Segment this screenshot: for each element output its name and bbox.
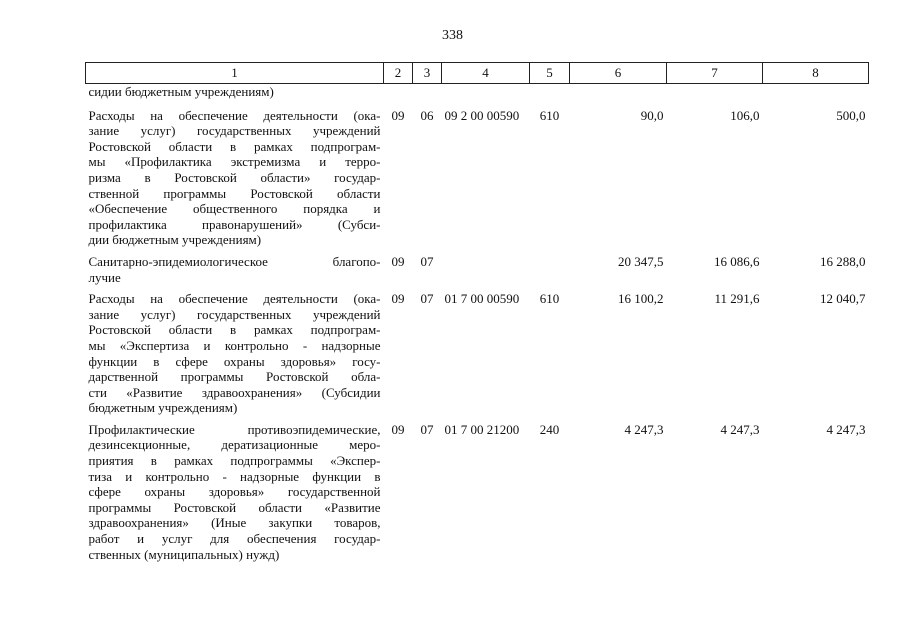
- cell-amount-8: 4 247,3: [826, 421, 866, 437]
- cell-subsection: 07: [420, 291, 434, 307]
- description-line: приятия в рамках подпрограммы «Экспер-: [88, 453, 381, 469]
- cell-section: 09: [391, 421, 405, 437]
- description-line: здравоохранения» (Иные закупки товаров,: [88, 515, 381, 531]
- cell-section: 09: [391, 291, 405, 307]
- description-line: мы «Профилактика экстремизма и терро-: [88, 154, 381, 170]
- description-line: дарственной программы Ростовской обла-: [88, 369, 381, 385]
- cell-amount-7: 11 291,6: [714, 291, 760, 307]
- description-line: ственной программы Ростовской области: [88, 185, 381, 201]
- row-description: [86, 289, 384, 420]
- budget-table: [85, 62, 869, 566]
- cell-amount-7: 106,0: [730, 107, 760, 123]
- cell-target-code: 09 2 00 00590: [444, 107, 520, 123]
- description-line: дезинсекционные, дератизационные меро-: [88, 437, 381, 453]
- description-line: ственных (муниципальных) нужд): [88, 546, 280, 562]
- description-line: зание услуг) государственных учреждений: [88, 306, 381, 322]
- cell-amount-6: 20 347,5: [618, 253, 664, 269]
- continuation-text: сидии бюджетным учреждениям): [88, 84, 274, 99]
- header-cell-5: 5: [530, 63, 570, 84]
- cell-subsection: 07: [420, 421, 434, 437]
- table-row: [86, 252, 869, 289]
- cell-target-code: [442, 252, 530, 289]
- row-description: [86, 252, 384, 289]
- cell-amount-7: 16 086,6: [714, 253, 760, 269]
- description-line: мы «Экспертиза и контрольно - надзорные: [88, 337, 381, 353]
- description-line: тиза и контрольно - надзорные функции в: [88, 468, 381, 484]
- cell-section: 09: [391, 107, 405, 123]
- cell-expense-type: 610: [539, 107, 560, 123]
- header-cell-1: 1: [86, 63, 384, 84]
- description-line: дии бюджетным учреждениям): [88, 232, 262, 248]
- cell-expense-type: 240: [539, 421, 560, 437]
- description-line: Санитарно-эпидемиологическое благопо-: [88, 253, 381, 269]
- cell-amount-8: 500,0: [836, 107, 866, 123]
- table-row: [86, 289, 869, 420]
- cell-expense-type: [530, 252, 570, 289]
- cell-subsection: 07: [420, 253, 434, 269]
- table-row: [86, 106, 869, 252]
- continuation-row: [86, 84, 869, 106]
- header-cell-2: 2: [384, 63, 413, 84]
- row-description: [86, 106, 384, 252]
- description-line: бюджетным учреждениям): [88, 400, 238, 416]
- cell-target-code: 01 7 00 00590: [444, 291, 520, 307]
- description-line: ризма в Ростовской области» государ-: [88, 169, 381, 185]
- description-line: программы Ростовской области «Развитие: [88, 499, 381, 515]
- header-cell-8: 8: [763, 63, 869, 84]
- cell-expense-type: 610: [539, 291, 560, 307]
- description-line: Расходы на обеспечение деятельности (ока-: [88, 107, 381, 123]
- description-line: Профилактические противоэпидемические,: [88, 421, 381, 437]
- table-row: [86, 420, 869, 566]
- description-line: работ и услуг для обеспечения государ-: [88, 531, 381, 547]
- description-line: функции в сфере охраны здоровья» госу-: [88, 353, 381, 369]
- header-cell-4: 4: [442, 63, 530, 84]
- row-description: [86, 420, 384, 566]
- cell-amount-6: 16 100,2: [618, 291, 664, 307]
- cell-section: 09: [391, 253, 405, 269]
- cell-amount-8: 16 288,0: [820, 253, 866, 269]
- header-cell-7: 7: [667, 63, 763, 84]
- description-line: Ростовской области в рамках подпрограм-: [88, 138, 381, 154]
- description-line: зание услуг) государственных учреждений: [88, 123, 381, 139]
- description-line: Расходы на обеспечение деятельности (ока-: [88, 291, 381, 307]
- cell-amount-8: 12 040,7: [820, 291, 866, 307]
- header-row: [86, 63, 869, 84]
- header-cell-3: 3: [413, 63, 442, 84]
- header-cell-6: 6: [570, 63, 667, 84]
- cell-amount-7: 4 247,3: [720, 421, 760, 437]
- cell-amount-6: 4 247,3: [624, 421, 664, 437]
- cell-subsection: 06: [420, 107, 434, 123]
- description-line: «Обеспечение общественного порядка и: [88, 201, 381, 217]
- cell-amount-6: 90,0: [640, 107, 664, 123]
- description-line: лучие: [88, 269, 121, 285]
- description-line: сфере охраны здоровья» государственной: [88, 484, 381, 500]
- description-line: сти «Развитие здравоохранения» (Субсидии: [88, 384, 381, 400]
- cell-target-code: 01 7 00 21200: [444, 421, 520, 437]
- description-line: Ростовской области в рамках подпрограм-: [88, 322, 381, 338]
- description-line: профилактика правонарушений» (Субси-: [88, 216, 381, 232]
- page-number: 338: [442, 28, 463, 43]
